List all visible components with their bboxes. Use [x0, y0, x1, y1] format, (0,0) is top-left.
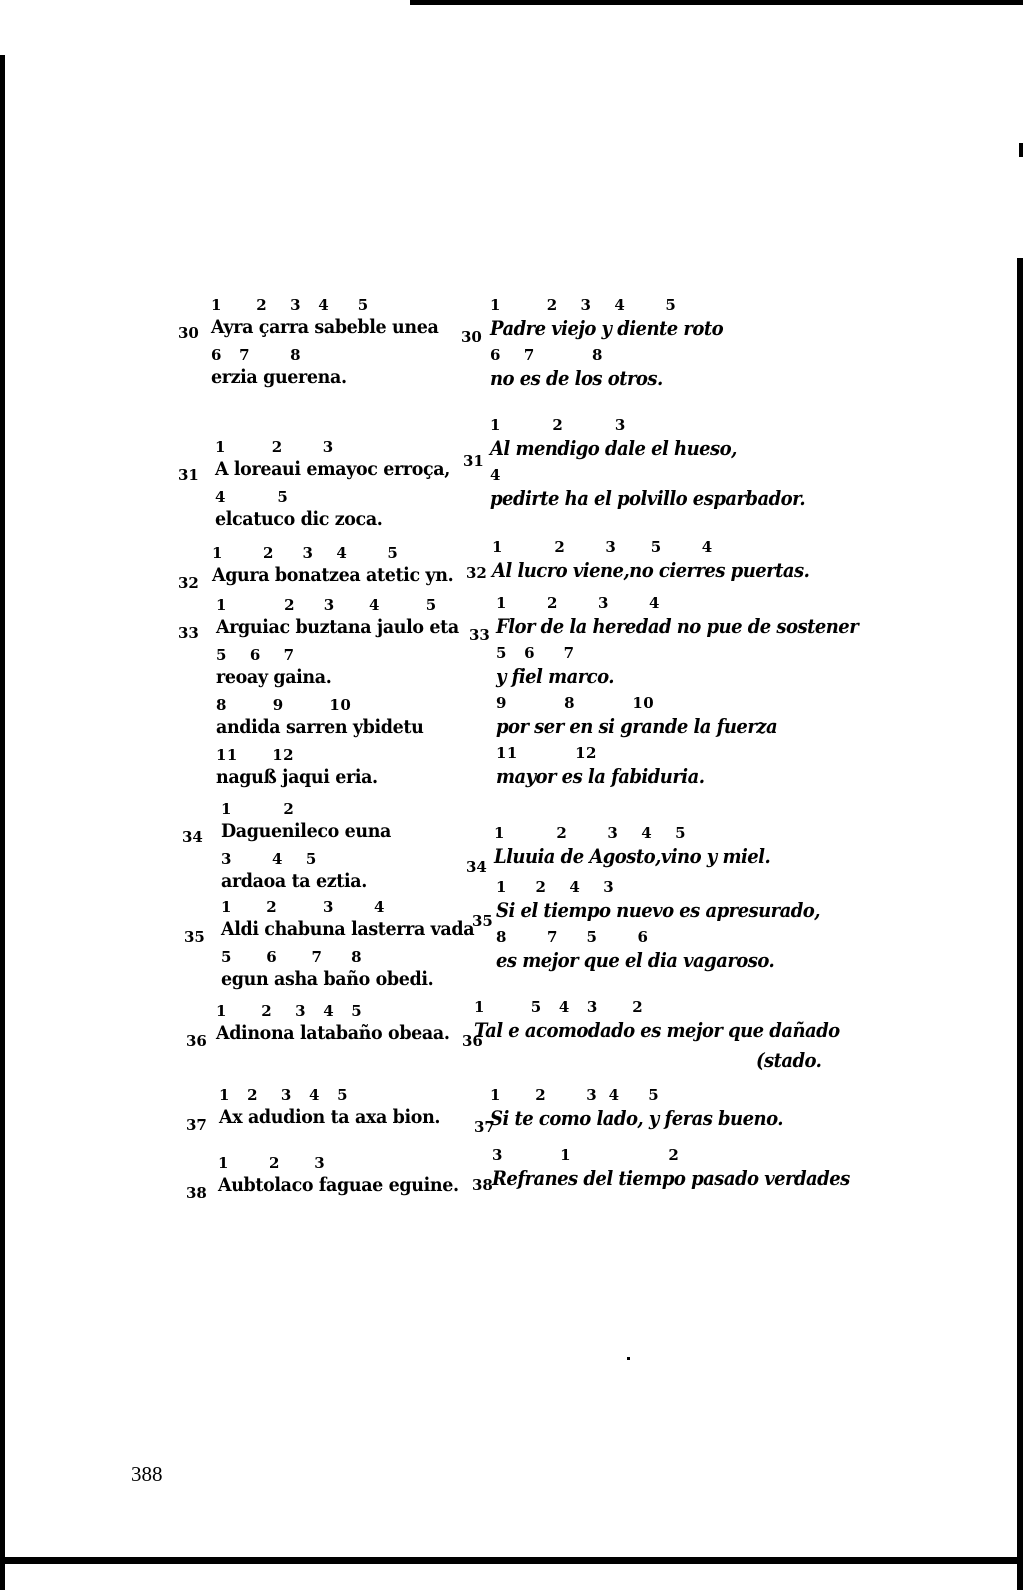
spanish-line: Al mendigo dale el hueso, — [490, 436, 737, 460]
spanish-line: Si el tiempo nuevo es apresurado, — [496, 898, 820, 922]
spanish-line: Tal e acomodado es mejor que dañado — [474, 1018, 840, 1042]
entry-number: 35 — [472, 912, 493, 930]
basque-line: naguß jaqui eria. — [216, 766, 378, 788]
word-order-numbers: 1 2 3 4 5 — [212, 544, 399, 562]
basque-verse — [221, 802, 406, 902]
word-order-numbers: 1 2 3 4 — [221, 898, 385, 916]
word-order-numbers: 11 12 — [216, 746, 295, 764]
spanish-line: Lluuia de Agosto,vino y miel. — [494, 844, 771, 868]
word-order-numbers: 1 2 3 4 5 — [490, 1086, 660, 1104]
spanish-verse — [490, 298, 749, 398]
word-order-numbers: 6 7 8 — [211, 346, 302, 364]
spanish-line: pedirte ha el polvillo esparbador. — [490, 486, 806, 510]
word-order-numbers: 1 2 3 5 4 — [492, 538, 713, 556]
entry-number: 32 — [178, 574, 199, 592]
entry-number: 37 — [474, 1118, 495, 1136]
basque-line: Daguenileco euna — [221, 820, 392, 842]
spanish-line: Flor de la heredad no pue de sostener — [496, 614, 859, 638]
spanish-line: Si te como lado, y feras bueno. — [490, 1106, 783, 1130]
word-order-numbers: 4 — [490, 466, 501, 484]
basque-verse — [216, 598, 480, 798]
basque-line: Adinona latabaño obeaa. — [216, 1022, 450, 1044]
entry-number: 33 — [469, 626, 490, 644]
spanish-line-continuation: (stado. — [756, 1048, 822, 1072]
page-number: 388 — [131, 1462, 163, 1486]
word-order-numbers: 5 6 7 — [216, 646, 295, 664]
basque-line: Ax adudion ta axa bion. — [219, 1106, 441, 1128]
entry-number: 30 — [461, 328, 482, 346]
word-order-numbers: 1 2 3 4 5 — [494, 824, 687, 842]
entry-number: 30 — [178, 324, 199, 342]
basque-line: Arguiac buztana jaulo eta — [216, 616, 459, 638]
word-order-numbers: 3 4 5 — [221, 850, 317, 868]
word-order-numbers: 1 2 3 4 5 — [211, 296, 369, 314]
basque-line: Ayra çarra sabeble unea — [211, 316, 439, 338]
basque-line: Agura bonatzea atetic yn. — [212, 564, 454, 586]
basque-verse — [215, 440, 470, 540]
spanish-line: por ser en si grande la fuerza — [496, 714, 778, 738]
basque-verse — [221, 900, 496, 1000]
right-edge-mark — [1019, 143, 1023, 157]
entry-number: 31 — [178, 466, 199, 484]
spanish-verse — [490, 1088, 816, 1138]
basque-line: Aldi chabuna lasterra vada — [221, 918, 475, 940]
word-order-numbers: 1 5 4 3 2 — [474, 998, 644, 1016]
spanish-verse — [490, 418, 840, 518]
word-order-numbers: 11 12 — [496, 744, 597, 762]
basque-line: egun asha baño obedi. — [221, 968, 434, 990]
spanish-line: mayor es la fabiduria. — [496, 764, 705, 788]
entry-number: 32 — [466, 564, 487, 582]
entry-number: 36 — [462, 1032, 483, 1050]
word-order-numbers: 1 2 3 4 5 — [216, 596, 437, 614]
spanish-verse — [474, 1000, 880, 1080]
basque-verse — [212, 546, 474, 596]
word-order-numbers: 8 9 10 — [216, 696, 352, 714]
basque-verse — [216, 1004, 470, 1054]
spanish-line: no es de los otros. — [490, 366, 663, 390]
spanish-line: es mejor que el dia vagaroso. — [496, 948, 775, 972]
entry-number: 36 — [186, 1032, 207, 1050]
word-order-numbers: 1 2 3 — [218, 1154, 326, 1172]
word-order-numbers: 6 7 8 — [490, 346, 603, 364]
word-order-numbers: 1 2 3 4 5 — [219, 1086, 349, 1104]
spanish-verse — [494, 826, 801, 876]
word-order-numbers: 3 1 2 — [492, 1146, 680, 1164]
basque-line: elcatuco dic zoca. — [215, 508, 383, 530]
top-edge — [410, 0, 1023, 5]
spanish-line: Al lucro viene,no cierres puertas. — [492, 558, 810, 582]
spanish-line: Padre viejo y diente roto — [490, 316, 724, 340]
entry-number: 34 — [182, 828, 203, 846]
word-order-numbers: 5 6 7 — [496, 644, 575, 662]
spanish-verse — [496, 596, 898, 796]
entry-number: 38 — [472, 1176, 493, 1194]
word-order-numbers: 1 2 3 4 5 — [216, 1002, 363, 1020]
entry-number: 31 — [463, 452, 484, 470]
right-edge — [1017, 258, 1023, 1590]
spanish-verse — [492, 540, 845, 590]
basque-line: Aubtolaco faguae eguine. — [218, 1174, 459, 1196]
entry-number: 34 — [466, 858, 487, 876]
entry-number: 37 — [186, 1116, 207, 1134]
basque-verse — [218, 1156, 480, 1206]
entry-number: 38 — [186, 1184, 207, 1202]
entry-number: 33 — [178, 624, 199, 642]
basque-line: A loreaui emayoc erroça, — [215, 458, 450, 480]
basque-verse — [211, 298, 458, 398]
left-edge — [0, 55, 5, 1590]
word-order-numbers: 9 8 10 — [496, 694, 655, 712]
basque-line: ardaoa ta eztia. — [221, 870, 367, 892]
word-order-numbers: 1 2 3 — [215, 438, 334, 456]
basque-line: andida sarren ybidetu — [216, 716, 424, 738]
entry-number: 35 — [184, 928, 205, 946]
spanish-line: y fiel marco. — [496, 664, 614, 688]
word-order-numbers: 8 7 5 6 — [496, 928, 649, 946]
spanish-verse — [492, 1148, 889, 1198]
word-order-numbers: 4 5 — [215, 488, 289, 506]
basque-line: reoay gaina. — [216, 666, 332, 688]
word-order-numbers: 1 2 4 3 — [496, 878, 615, 896]
spanish-line: Refranes del tiempo pasado verdades — [492, 1166, 850, 1190]
word-order-numbers: 1 2 3 4 5 — [490, 296, 677, 314]
ink-speck — [627, 1357, 630, 1360]
spanish-verse — [496, 880, 856, 980]
word-order-numbers: 1 2 3 — [490, 416, 626, 434]
basque-verse — [219, 1088, 459, 1138]
bottom-edge — [0, 1557, 1023, 1564]
word-order-numbers: 1 2 — [221, 800, 295, 818]
word-order-numbers: 5 6 7 8 — [221, 948, 363, 966]
word-order-numbers: 1 2 3 4 — [496, 594, 660, 612]
basque-line: erzia guerena. — [211, 366, 347, 388]
